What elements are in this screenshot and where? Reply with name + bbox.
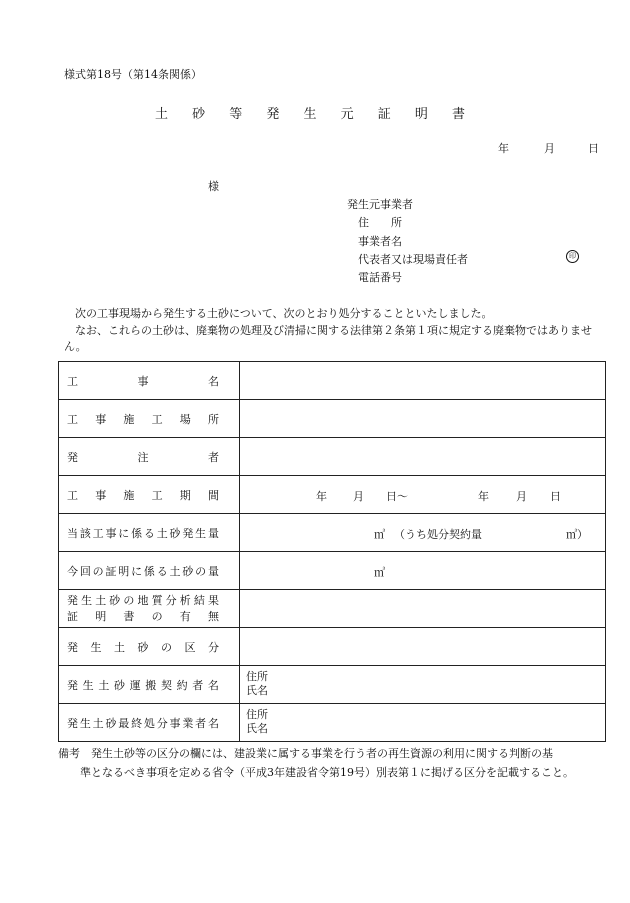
label-char: 明 [95, 609, 107, 623]
label-char: 量 [207, 564, 219, 578]
label-char: 者 [195, 716, 207, 730]
label-soil-category [67, 639, 219, 655]
label-char: 有 [179, 609, 191, 623]
label-char: 生 [90, 640, 102, 654]
value-construction-period[interactable] [240, 476, 606, 514]
label-char: 契 [160, 678, 172, 692]
row-soil-category [59, 628, 606, 666]
label-char: 明 [118, 564, 130, 578]
document-title: 土 砂 等 発 生 元 証 明 書 [154, 107, 476, 122]
row-analysis-certificate [59, 590, 606, 628]
label-char: 土 [92, 716, 104, 730]
label-char: 生 [81, 593, 93, 607]
body-line-1: 次の工事現場から発生する土砂について、次のとおり処分することといたしました。 [75, 307, 493, 320]
label-char: 工 [151, 412, 163, 426]
value-certified-volume[interactable] [240, 552, 606, 590]
certified-volume-unit: ㎥ [374, 566, 385, 579]
label-char: 名 [208, 374, 219, 388]
certificate-table [58, 361, 606, 742]
value-construction-site[interactable] [240, 400, 606, 438]
label-char: 分 [165, 593, 177, 607]
label-char: 量 [207, 526, 219, 540]
label-char: 生 [195, 526, 207, 540]
transport-address-label: 住所 [246, 670, 268, 683]
label-disposal-contractor [67, 715, 219, 731]
label-char: 事 [95, 488, 107, 502]
label-char: に [131, 564, 143, 578]
label-char: 工 [151, 488, 163, 502]
value-soil-volume[interactable] [240, 514, 606, 552]
row-construction-period [59, 476, 606, 514]
issuer-heading: 発生元事業者 [347, 198, 413, 211]
label-analysis-line-2 [67, 609, 219, 625]
label-char: 約 [176, 678, 188, 692]
label-char: の [92, 564, 104, 578]
date-year: 年 [498, 142, 509, 155]
label-char: の [161, 640, 172, 654]
label-char: 係 [131, 526, 143, 540]
label-char: 生 [79, 716, 91, 730]
label-char: 砂 [137, 640, 149, 654]
value-orderer[interactable] [240, 438, 606, 476]
label-char: 果 [207, 593, 219, 607]
label-char: 名 [207, 716, 219, 730]
label-char: 終 [131, 716, 143, 730]
label-char: 回 [79, 564, 91, 578]
label-char: 当 [67, 526, 78, 540]
label-char: 事 [169, 716, 181, 730]
label-char: 運 [129, 678, 141, 692]
value-analysis-certificate[interactable] [240, 590, 606, 628]
period-start-month: 月 [353, 490, 364, 503]
label-char: 事 [95, 412, 107, 426]
period-end-day: 日 [550, 490, 561, 503]
row-construction-site [59, 400, 606, 438]
row-transport-contractor [59, 666, 606, 704]
label-char: 今 [67, 564, 78, 578]
label-char: の [123, 593, 135, 607]
disposal-address-label: 住所 [246, 708, 268, 721]
label-char: 砂 [113, 678, 125, 692]
issuer-phone: 電話番号 [358, 271, 402, 284]
label-transport-contractor [67, 677, 219, 693]
contract-note-open: （うち処分契約量 [394, 528, 482, 541]
volume-unit: ㎥ [374, 528, 385, 541]
label-char: 発 [182, 526, 194, 540]
label-char: 砂 [169, 526, 181, 540]
label-char: 名 [207, 678, 219, 692]
label-char: 砂 [105, 716, 117, 730]
row-construction-name [59, 362, 606, 400]
label-char: る [156, 564, 168, 578]
label-char: 書 [123, 609, 135, 623]
disposal-name-label: 氏名 [246, 722, 268, 735]
label-char: 無 [207, 609, 219, 623]
label-char: 区 [184, 640, 196, 654]
label-char: 生 [82, 678, 94, 692]
label-char: 土 [169, 564, 181, 578]
value-transport-contractor[interactable] [240, 666, 606, 704]
label-char: 析 [179, 593, 191, 607]
transport-name-label: 氏名 [246, 684, 268, 697]
value-disposal-contractor[interactable] [240, 704, 606, 742]
period-end-year: 年 [478, 490, 489, 503]
issuer-business-name: 事業者名 [358, 235, 402, 248]
remarks-line-2: 準となるべき事項を定める省令（平成3年建設省令第19号）別表第１に掲げる区分を記載すること。 [58, 766, 574, 779]
label-char: 該 [79, 526, 91, 540]
label-char: 工 [67, 412, 78, 426]
period-end-month: 月 [516, 490, 527, 503]
label-certified-volume [67, 563, 219, 579]
row-soil-volume [59, 514, 606, 552]
label-char: 分 [156, 716, 168, 730]
label-char: る [143, 526, 155, 540]
label-char: 期 [179, 488, 191, 502]
label-analysis-line-1 [67, 593, 219, 609]
period-start-day: 日～ [386, 490, 408, 503]
label-char: 者 [192, 678, 204, 692]
seal-mark: 印 [566, 250, 579, 263]
label-char: 施 [123, 412, 135, 426]
label-char: 搬 [145, 678, 157, 692]
date-day: 日 [588, 142, 599, 155]
label-char: 結 [193, 593, 205, 607]
label-char: 発 [67, 450, 78, 464]
label-char: に [118, 526, 130, 540]
value-construction-name[interactable] [240, 362, 606, 400]
date-month: 月 [544, 142, 555, 155]
label-char: 分 [208, 640, 219, 654]
label-orderer [67, 449, 219, 465]
label-char: 事 [105, 526, 117, 540]
label-construction-site [67, 411, 219, 427]
label-char: 発 [67, 716, 78, 730]
label-char: 工 [67, 374, 78, 388]
label-char: 事 [137, 374, 149, 388]
remarks [58, 744, 606, 782]
label-char: 砂 [182, 564, 194, 578]
contract-note-close: ㎥） [566, 528, 588, 541]
label-char: 処 [143, 716, 155, 730]
issuer-address: 住 所 [358, 216, 402, 229]
label-construction-period [67, 487, 219, 503]
label-char: の [151, 609, 163, 623]
label-char: 質 [151, 593, 163, 607]
label-char: 地 [137, 593, 149, 607]
label-char: 所 [207, 412, 219, 426]
label-char: 土 [156, 526, 168, 540]
date-line [498, 140, 599, 156]
label-char: 注 [137, 450, 149, 464]
label-char: 場 [179, 412, 191, 426]
label-char: 施 [123, 488, 135, 502]
row-orderer [59, 438, 606, 476]
label-char: 発 [67, 593, 78, 607]
label-construction-name [67, 373, 219, 389]
label-char: 発 [67, 640, 78, 654]
label-char: 工 [67, 488, 78, 502]
label-char: の [195, 564, 207, 578]
body-line-2: なお、これらの土砂は、廃棄物の処理及び清掃に関する法律第２条第１項に規定する廃棄物ではありません。 [64, 323, 592, 353]
label-char: 証 [105, 564, 117, 578]
remarks-line-1: 備考 発生土砂等の区分の欄には、建設業に属する事業を行う者の再生資源の利用に関する判断の基 [58, 747, 553, 760]
label-char: 業 [182, 716, 194, 730]
body-text [64, 306, 596, 356]
label-char: 発 [67, 678, 78, 692]
addressee-suffix: 様 [208, 180, 219, 193]
label-soil-volume [67, 525, 219, 541]
label-char: 土 [114, 640, 125, 654]
label-char: 砂 [109, 593, 121, 607]
label-char: 土 [98, 678, 110, 692]
label-char: 者 [208, 450, 219, 464]
row-disposal-contractor [59, 704, 606, 742]
label-char: 間 [207, 488, 219, 502]
label-char: 土 [95, 593, 107, 607]
row-certified-volume [59, 552, 606, 590]
issuer-representative: 代表者又は現場責任者 [358, 253, 468, 266]
label-char: 工 [92, 526, 104, 540]
form-number: 様式第18号（第14条関係） [64, 68, 202, 81]
label-char: 係 [143, 564, 155, 578]
value-soil-category[interactable] [240, 628, 606, 666]
period-start-year: 年 [316, 490, 327, 503]
label-char: 最 [118, 716, 130, 730]
label-char: 証 [67, 609, 78, 623]
